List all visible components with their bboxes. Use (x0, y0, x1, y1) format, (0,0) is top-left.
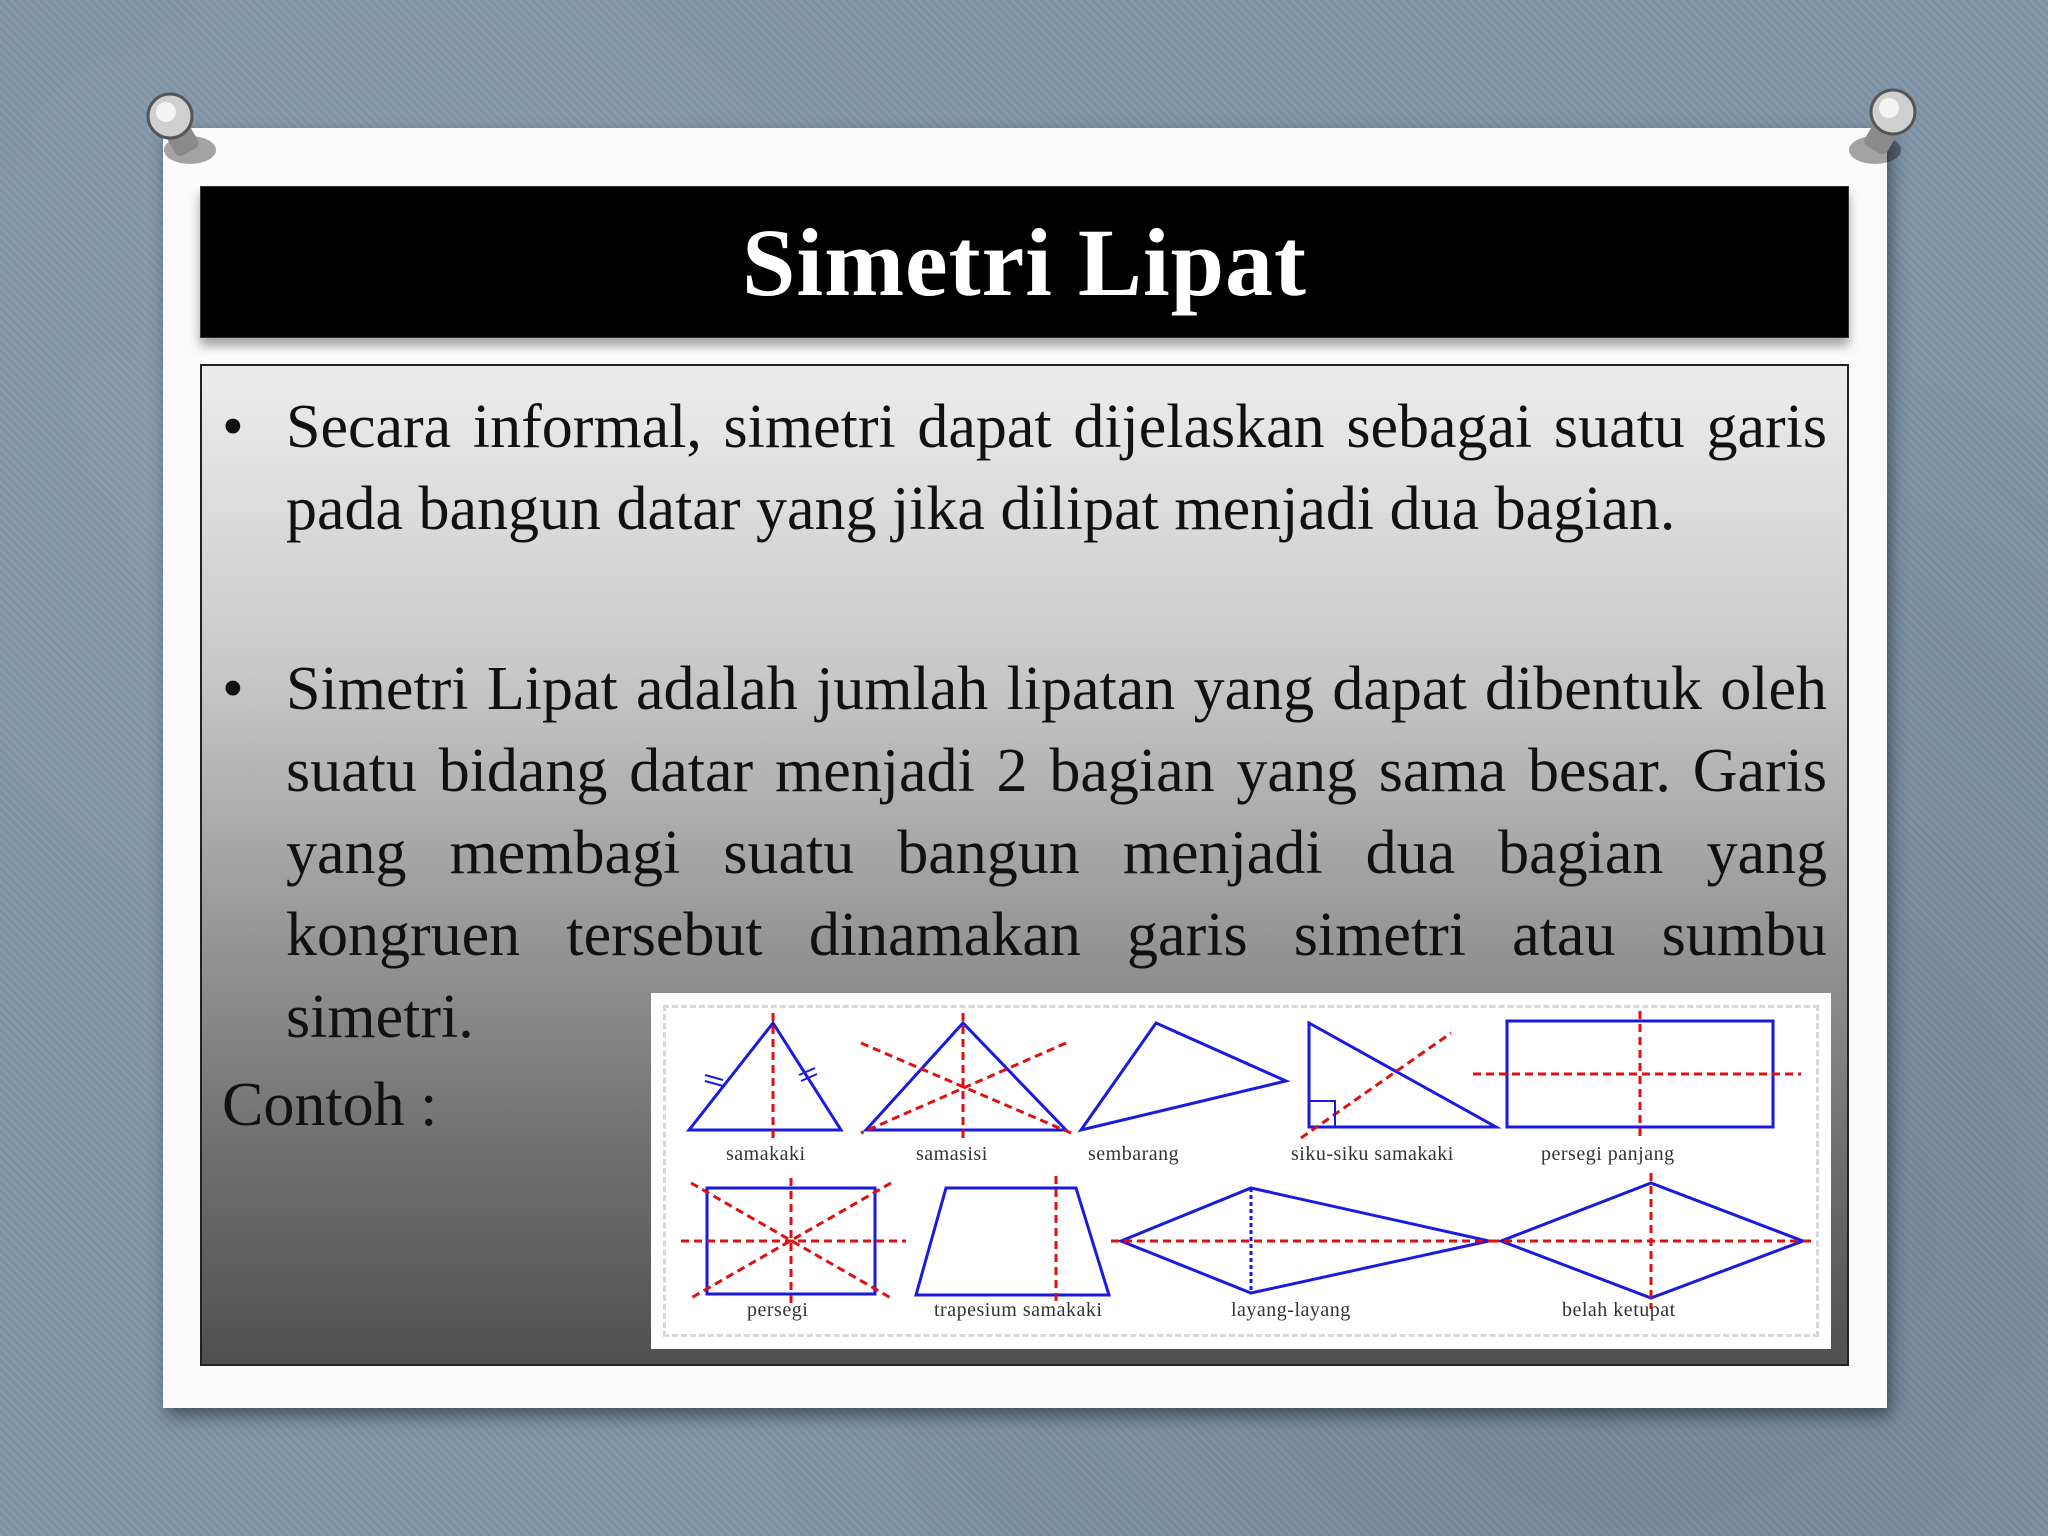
title-bar (200, 186, 1849, 338)
shape-equilateral-triangle (861, 1013, 1071, 1138)
example-label: Contoh : (222, 1071, 438, 1139)
shape-kite (1111, 1188, 1511, 1293)
shapes-illustration (651, 993, 1831, 1349)
bullet-symbol: • (222, 655, 244, 723)
shape-rectangle (1473, 1011, 1801, 1138)
bullet-text: Secara informal, simetri dapat dijelaskan sebagai suatu garis pada bangun datar yang jika dilipat menjadi dua bagian. (286, 393, 1827, 543)
symmetry-figure (651, 993, 1831, 1349)
shape-label: persegi (747, 1299, 809, 1321)
shape-label: layang-layang (1231, 1299, 1351, 1321)
pushpin-icon (1835, 84, 1925, 174)
shape-label: belah ketupat (1562, 1299, 1676, 1321)
shape-right-isosceles-triangle (1301, 1023, 1496, 1138)
shape-scalene-triangle (1081, 1023, 1286, 1130)
shape-label: persegi panjang (1541, 1143, 1675, 1165)
shape-isosceles-trapezoid (916, 1176, 1109, 1305)
shape-label: siku-siku samakaki (1291, 1143, 1454, 1165)
shape-label: samasisi (916, 1143, 988, 1165)
shape-label: sembarang (1088, 1143, 1180, 1165)
bullet-symbol: • (222, 393, 244, 461)
shape-label: samakaki (726, 1143, 806, 1165)
bullet-text: Simetri Lipat adalah jumlah lipatan yang dapat dibentuk oleh suatu bidang datar menjadi 2 bagian yang sama besar. Garis yang membagi suatu bangun menjadi dua bagian yang kongruen tersebut dinamakan garis simetri atau sumbu simetri. (286, 655, 1827, 1051)
slide-title: Simetri Lipat (742, 208, 1307, 316)
shape-isosceles-triangle (689, 1013, 841, 1138)
shape-rhombus (1491, 1173, 1813, 1309)
shape-label: trapesium samakaki (934, 1299, 1103, 1321)
bullet-item (222, 386, 1827, 550)
shape-square (681, 1178, 906, 1303)
pushpin-icon (138, 88, 228, 178)
